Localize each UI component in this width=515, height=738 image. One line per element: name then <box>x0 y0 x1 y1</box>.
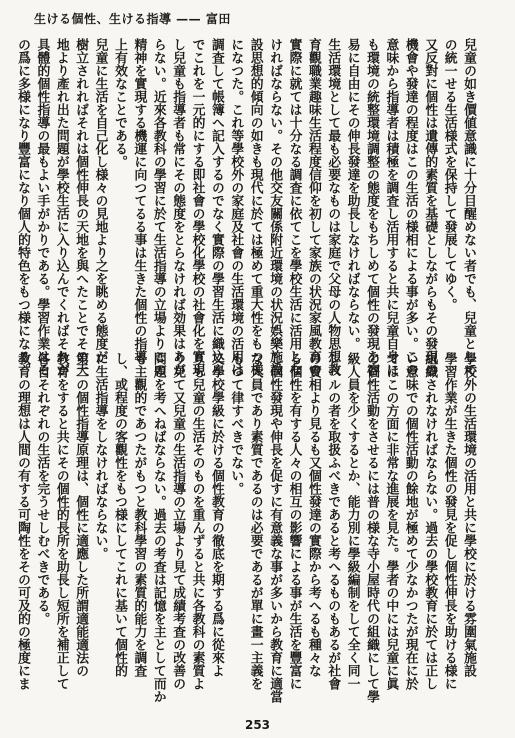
text-column: 級人員を少くするとか、能力別に學級編制をして全く同一 <box>344 352 360 690</box>
text-column: 又反對に個性は遺傳的素質を基礎としながらもその發現の <box>422 38 438 376</box>
text-column: 組織されなければならない。過去の學校教育に於ては正し <box>422 352 438 690</box>
text-column: 兒童の如き價値意識に十分目醒めない者でも、兒童として <box>461 38 476 376</box>
text-column: てはこの方面に非常な進展を見た。學者の中には兒童に眞 <box>383 352 399 690</box>
text-column: し、或程度の客觀性をもつ様にしてこれに基いて個性的 <box>111 352 127 677</box>
text-column: 第二の個性指導原理は、個性に適應した所謂適能適法の <box>73 352 89 677</box>
text-column: らない。近來各教科の學習に於て生活指導の立場よりこの <box>150 38 166 376</box>
text-column: でこれを一元的にする即社會の學校化學校の社會化を實現 <box>189 38 205 376</box>
text-column: 調査して帳簿へ記入するのでなく實際の學習生活に織込ん <box>208 38 224 376</box>
text-column: の實相より見るも又個性發達の實際から考へるも種々な <box>305 352 321 677</box>
text-column: な人員であり素質であるのは必要であるが單に畫一主義を <box>247 352 263 690</box>
text-column: 教育をすると共にその個性的長所を助長し短所を補正して <box>53 352 69 690</box>
text-column: に生活指導をしなければならない。 <box>92 352 108 560</box>
upper-text-block <box>15 38 476 376</box>
text-column: い意味での個性活動の餘地が極めて少なかつたが現在に於 <box>402 352 418 690</box>
text-column: になつた。これ等學校外の家庭及社會の生活環境の活用は <box>228 38 244 376</box>
text-column: し個性發現や伸長を促すに有意義な事が多いから教育に適當 <box>267 352 283 703</box>
text-column: 生活環境として最も必要なものは家庭で父母の人物思想教 <box>325 38 341 376</box>
text-column: の統一せる生活様式を保持して發展してゆく。 <box>441 38 457 311</box>
text-column: 樹立されればそれは個性伸長の天地を與へたことでその天 <box>73 38 89 376</box>
text-column: 具體的個性指導の最もよい手がかりである。學習作業はそ <box>34 38 50 376</box>
text-column: る個性を有する人々の相互の影響による事が生活を豐富に <box>286 352 302 690</box>
text-column: もつて律すべきでない。 <box>228 352 244 495</box>
text-column: 精神を實現する機運に向つてるる事は生きた個性の指導 <box>131 38 147 363</box>
text-column: も環境の統整環境調整の態度をもちしめて個性の發現を容 <box>364 38 380 376</box>
text-column: も主觀的であつたがもつと教科學習の素質的能力を調査 <box>131 352 147 677</box>
text-column: 易に自由にその伸長發達を助長しなければならない。 <box>344 38 360 350</box>
running-header: 生ける個性、生ける指導 —— 富田 <box>34 12 231 26</box>
text-column: 學校外の生活環境の活用と共に學校に於ける雰圍氣施設 <box>461 352 476 677</box>
text-column: 設思想的傾向の如きも現代に於ては極めて重大性をもつ様 <box>247 38 263 376</box>
text-column: 學習作業が生きた個性の發見を促し個性伸長を助ける様に <box>441 352 457 690</box>
lower-text-block <box>15 352 476 724</box>
text-column: 上有效なことである。 <box>111 38 127 168</box>
text-column: 各自それぞれの生活を完うせしむべきである。 <box>34 352 50 625</box>
text-column: 育觀職業趣味生活程度信仰を初して家族の状況家風教育の <box>305 38 321 376</box>
text-column: り見て又兒童の生活指導の立場より見て成績考査の改善の <box>170 352 186 690</box>
text-column: 地より產れ出た問題が學校生活に入り込んでくればそれが <box>53 38 69 376</box>
text-column: 問題を考へねばならない。過去の考査は記憶を主として而か <box>150 352 166 703</box>
text-column: 機會や發達の程度はこの生活の様相による事が多い。この <box>402 38 418 376</box>
text-column: の爲に多様になり豐富になり個人的特色をもつ様になる。 <box>15 38 31 376</box>
text-column: 兒童に生活を自己化し様々の見地より之を眺める態度が <box>92 38 108 363</box>
text-column: の個性活動をさせるには普の様な寺小屋時代の組織にして學 <box>364 352 380 703</box>
text-column: 教育の理想は人間の有する可陶性をその可及的の極度にま <box>15 352 31 690</box>
text-column: 實際に就ては十分なる調査に依てこを學校生活に活用しな <box>286 38 302 376</box>
text-column: レベルの者を取扱ふべきであると考へるものもあるが社會 <box>325 352 341 690</box>
text-column: りも兒童の生活そのものを重んずると共に各教科の素質よ <box>189 352 205 690</box>
text-column: 意味から指導者は積極を調査し活用すると共に兒童自身に <box>383 38 399 376</box>
text-column: ければならない。その他交友關係附近環境の状況娯樂施設 <box>267 38 283 376</box>
text-column: 又學校學級に於ける個性教育の徹底を期する爲に從來よ <box>208 352 224 677</box>
page-number: 253 <box>244 718 271 732</box>
text-column: し兒童も指導者も常にその態度をとらなければ効果はあが <box>170 38 186 376</box>
